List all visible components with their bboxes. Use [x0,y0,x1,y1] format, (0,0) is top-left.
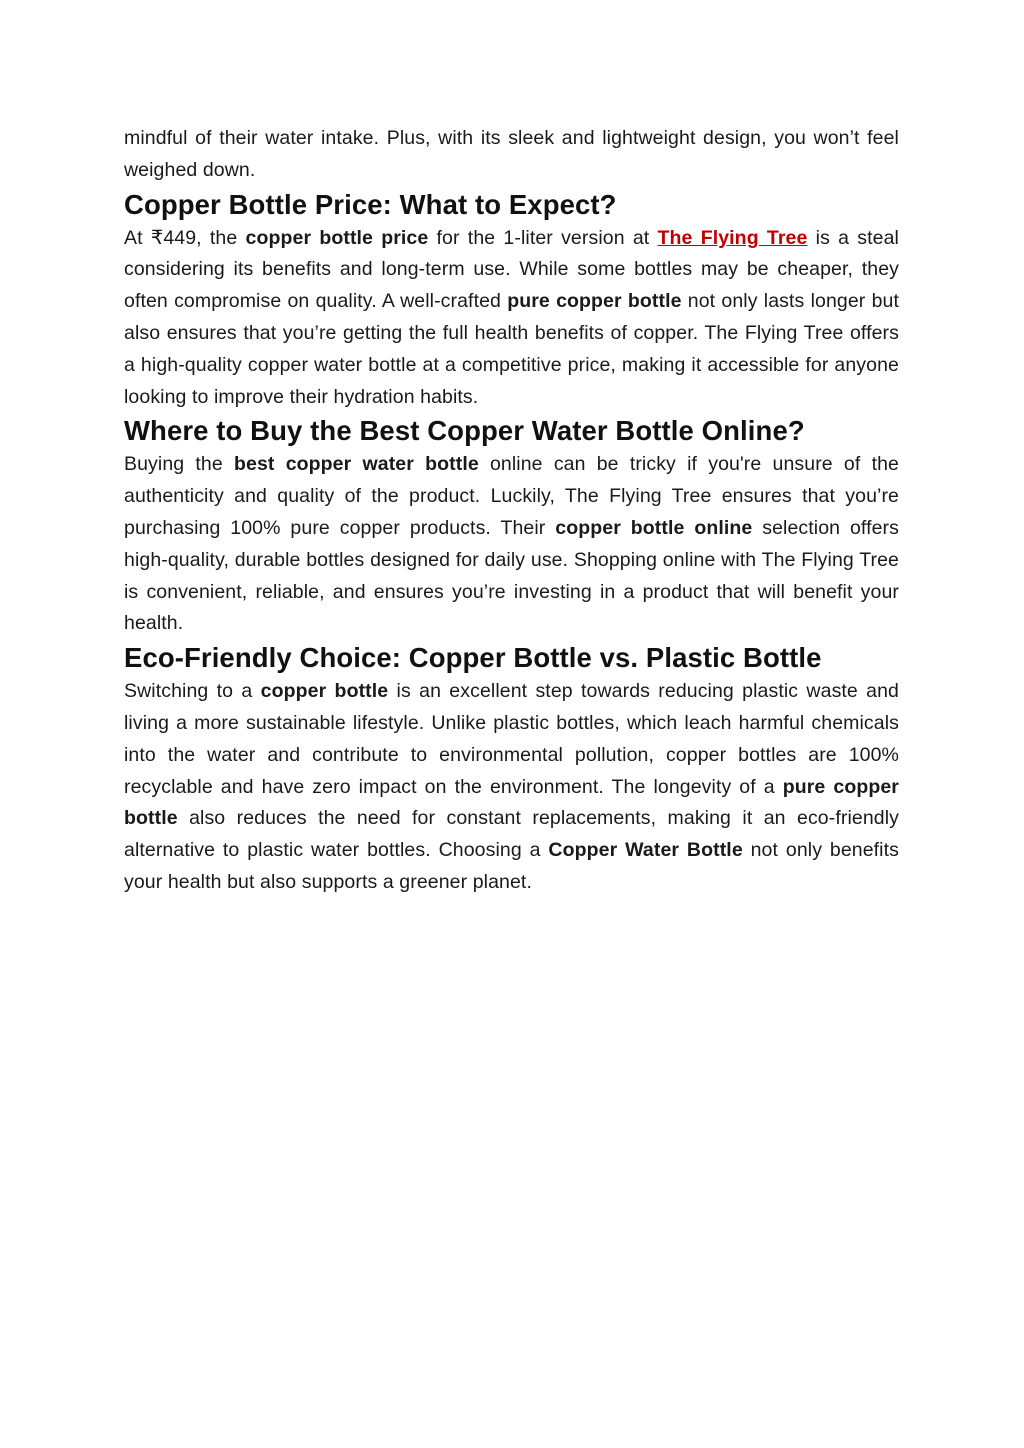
price-bold-pure-copper-bottle: pure copper bottle [507,290,682,313]
price-text-4: not only lasts longer but also ensures that you’re getting the full health benefits of copper. The Flying Tree offers a high-quality copper water bottle at a competitive price, making it accessible for anyone looking to improve their hydration habits. [124,290,899,408]
eco-bold-copper-water-bottle: Copper Water Bottle [548,839,743,862]
buy-bold-best-copper-water-bottle: best copper water bottle [234,453,479,476]
intro-text: mindful of their water intake. Plus, with its sleek and lightweight design, you won’t feel weighed down. [124,127,899,181]
document-page [124,123,899,899]
price-bold-copper-bottle-price: copper bottle price [245,226,429,249]
buy-text-3: selection offers high-quality, durable bottles designed for daily use. Shopping online with The Flying Tree is convenient, reliable, and ensures you’re investing in a product that will benefit your health. [124,516,899,635]
price-text-3: is a steal considering its benefits and long-term use. While some bottles may be cheaper, they often compromise on quality. A well-crafted [124,226,899,313]
eco-text-3: also reduces the need for constant replacements, making it an eco-friendly alternative to plastic water bottles. Choosing a [124,807,899,862]
the-flying-tree-link[interactable]: The Flying Tree [657,226,808,249]
intro-paragraph [124,123,899,187]
price-text-1: At ₹449, the [124,226,246,249]
heading-where-to-buy: Where to Buy the Best Copper Water Bottle Online? [124,415,805,447]
heading-eco-friendly-choice: Eco-Friendly Choice: Copper Bottle vs. Plastic Bottle [124,642,822,674]
eco-text-2: is an excellent step towards reducing plastic waste and living a more sustainable lifestyle. Unlike plastic bottles, which leach harmful chemicals into the water and contribute to environmental pollution, copper bottles are 100% recyclable and have zero impact on the environment. The longevity of a [124,680,900,798]
buy-bold-copper-bottle-online: copper bottle online [555,516,753,539]
price-text-2: for the 1-liter version at [428,226,658,249]
buy-paragraph [124,449,899,640]
eco-bold-pure-copper-bottle: pure copper bottle [124,775,899,830]
eco-text-4: not only benefits your health but also supports a greener planet. [124,839,899,893]
buy-text-1: Buying the [124,453,235,476]
eco-paragraph [124,676,899,899]
heading-copper-bottle-price: Copper Bottle Price: What to Expect? [124,188,617,220]
buy-text-2: online can be tricky if you're unsure of the authenticity and quality of the product. Luckily, The Flying Tree ensures that you’re purchasing 100% pure copper products. Their [124,453,899,539]
eco-bold-copper-bottle: copper bottle [260,680,389,703]
eco-text-1: Switching to a [124,680,261,703]
price-paragraph [124,223,899,414]
